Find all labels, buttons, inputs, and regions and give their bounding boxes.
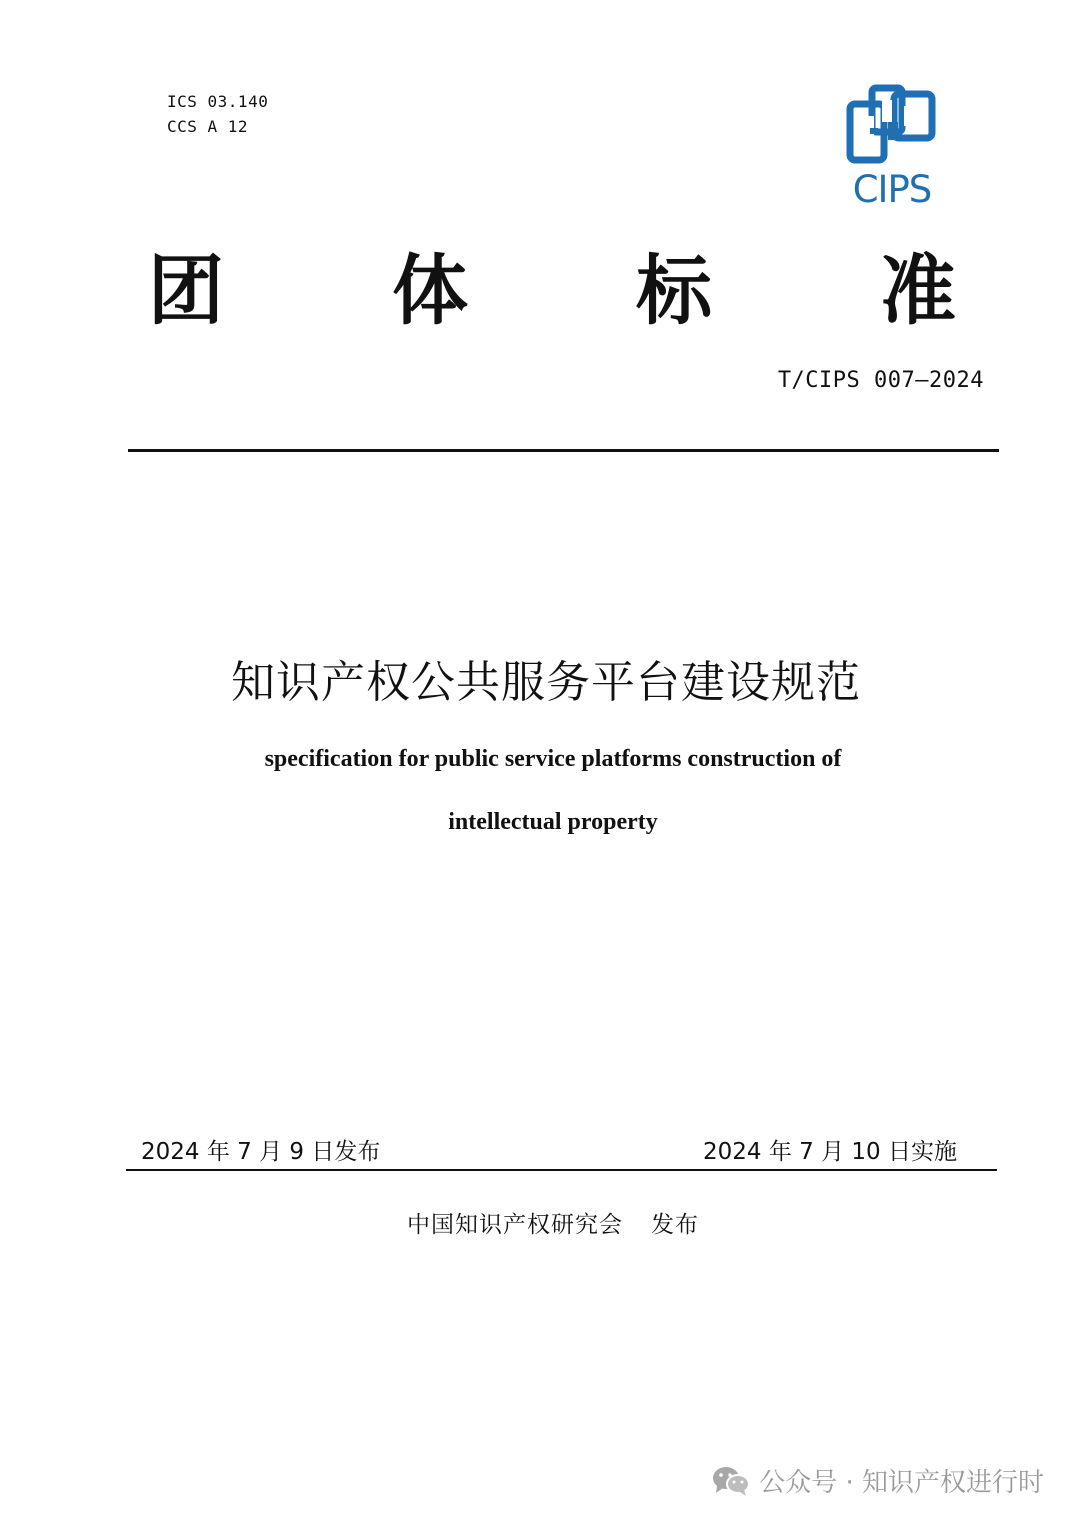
issuer-line	[0, 1206, 1080, 1239]
watermark	[711, 1462, 1044, 1499]
ccs-code: CCS A 12	[167, 117, 249, 136]
classification-codes	[167, 89, 268, 139]
category-char: 团	[148, 246, 224, 335]
top-divider	[128, 449, 999, 452]
category-char: 准	[880, 246, 956, 335]
title-english-line1: specification for public service platforms construction of	[264, 746, 842, 772]
title-english-line2: intellectual property	[448, 809, 658, 835]
wechat-icon	[711, 1465, 751, 1497]
ics-code: ICS 03.140	[167, 92, 269, 111]
standard-number: T/CIPS 007—2024	[777, 368, 984, 393]
cips-logo	[842, 82, 942, 212]
document-category	[130, 246, 970, 336]
title-chinese: 知识产权公共服务平台建设规范	[231, 657, 861, 708]
publish-date: 2024 年 7 月 9 日发布	[141, 1139, 381, 1165]
watermark-text: 公众号 · 知识产权进行时	[759, 1468, 1044, 1498]
cips-logo-icon	[842, 82, 942, 168]
bottom-divider	[126, 1169, 997, 1171]
category-char: 标	[636, 246, 712, 335]
issuer-name: 中国知识产权研究会	[407, 1212, 623, 1238]
issuer-action: 发布	[651, 1212, 699, 1238]
cips-logo-text: CIPS	[852, 168, 932, 211]
effective-date: 2024 年 7 月 10 日实施	[703, 1139, 957, 1165]
category-char: 体	[392, 246, 468, 335]
